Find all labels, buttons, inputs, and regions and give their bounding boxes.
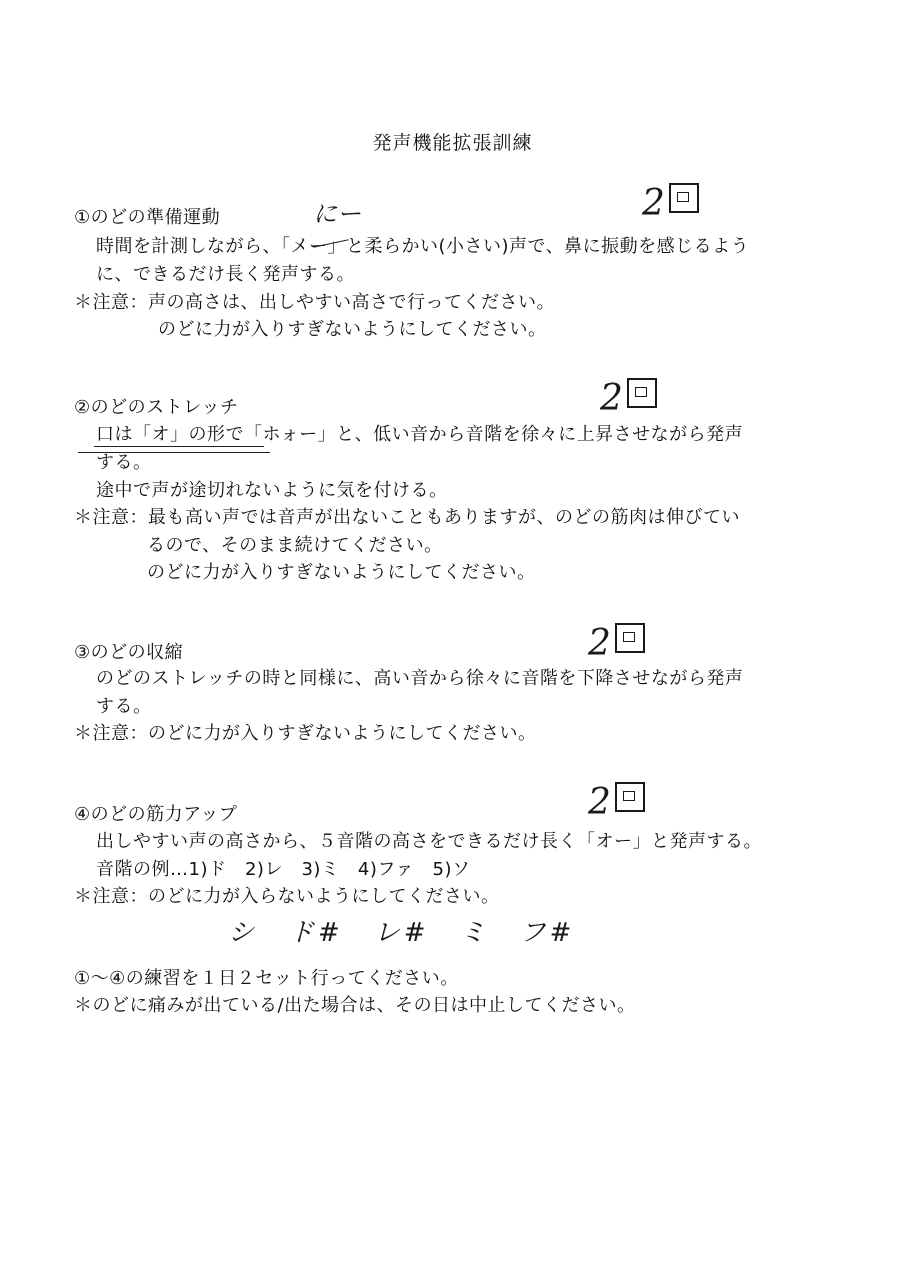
page-title: 発声機能拡張訓練 xyxy=(372,132,533,154)
section-1-line-1: 時間を計測しながら、「メー」と柔らかい(小さい)声で、鼻に振動を感じるよう xyxy=(96,236,750,257)
section-2-line-3: 途中で声が途切れないように気を付ける。 xyxy=(96,480,448,501)
section-3-heading: ③のどの収縮 xyxy=(74,642,184,663)
handwritten-scale-notes: シ ド# レ# ミ フ# xyxy=(228,918,576,948)
section-2-count xyxy=(600,378,657,419)
section-2-heading: ②のどのストレッチ xyxy=(74,397,239,418)
count-number: 2 xyxy=(642,183,665,224)
section-1-heading: ①のどの準備運動 xyxy=(74,207,221,228)
count-number: 2 xyxy=(588,623,611,664)
count-number: 2 xyxy=(588,782,611,823)
section-2-note-2: るので、そのまま続けてください。 xyxy=(147,535,443,556)
section-3-note-1: ＊注意：のどに力が入りすぎないようにしてください。 xyxy=(74,723,537,744)
section-4-line-2: 音階の例…1)ド 2)レ 3)ミ 4)ファ 5)ソ xyxy=(96,859,471,880)
section-4-note-1: ＊注意：のどに力が入らないようにしてください。 xyxy=(74,886,500,907)
section-1-line-2: に、できるだけ長く発声する。 xyxy=(96,264,355,285)
section-4-heading: ④のどの筋力アップ xyxy=(74,804,238,825)
section-4-count xyxy=(588,782,645,823)
section-2-line-1: 口は「オ」の形で「ホォー」と、低い音から音階を徐々に上昇させながら発声 xyxy=(96,424,744,445)
section-2-line-2: する。 xyxy=(96,452,152,473)
kai-character-drawing xyxy=(669,183,699,213)
section-2-note-1: ＊注意：最も高い声では音声が出ないこともありますが、のどの筋肉は伸びてい xyxy=(74,507,740,528)
kai-character-drawing xyxy=(615,782,645,812)
section-1-count xyxy=(642,183,699,224)
section-1-handwritten-note: にー xyxy=(313,200,361,228)
kai-character-drawing xyxy=(627,378,657,408)
section-1-note-2: のどに力が入りすぎないようにしてください。 xyxy=(158,319,547,340)
section-3-count xyxy=(588,623,645,664)
section-3-line-1: のどのストレッチの時と同様に、高い音から徐々に音階を下降させながら発声 xyxy=(96,668,744,689)
count-number: 2 xyxy=(600,378,623,419)
kai-character-drawing xyxy=(615,623,645,653)
footer-line-2: ＊のどに痛みが出ている/出た場合は、その日は中止してください。 xyxy=(74,995,636,1016)
section-3-line-2: する。 xyxy=(96,696,152,717)
section-2-note-3: のどに力が入りすぎないようにしてください。 xyxy=(147,562,536,583)
footer-line-1: ①～④の練習を１日２セット行ってください。 xyxy=(74,968,459,989)
section-4-line-1: 出しやすい声の高さから、５音階の高さをできるだけ長く「オー」と発声する。 xyxy=(96,831,762,852)
section-1-note-1: ＊注意：声の高さは、出しやすい高さで行ってください。 xyxy=(74,292,555,313)
handwritten-underline xyxy=(94,446,264,447)
